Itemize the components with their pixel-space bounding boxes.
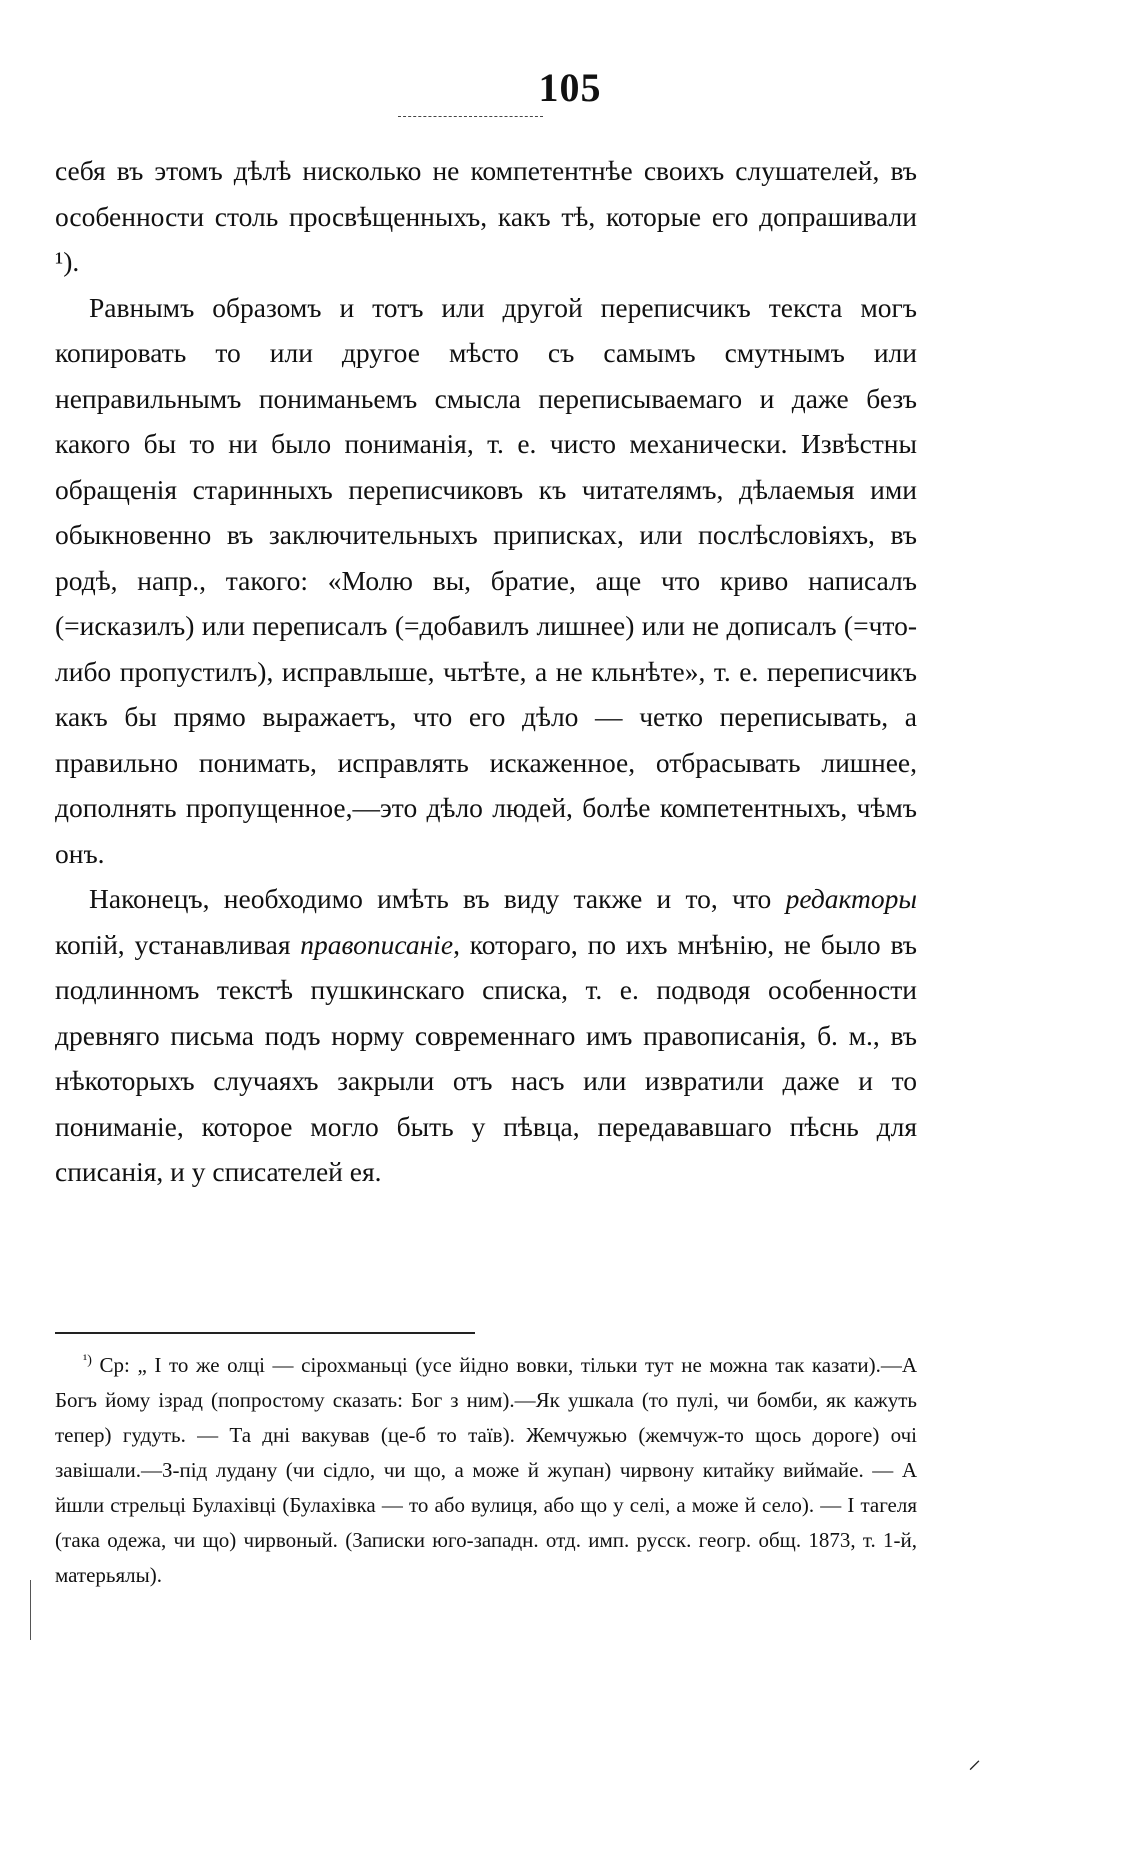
paragraph-2: Равнымъ образомъ и тотъ или другой переписчикъ текста могъ копировать то или другое мѣсто съ самымъ смутнымъ или неправильнымъ пониманьемъ смысла переписываемаго и даже безъ какого бы то ни было пониманія, т. е. чисто механически. Извѣстны обращенія старинныхъ переписчиковъ къ читателямъ, дѣлаемыя ими обыкновенно въ заключительныхъ приписках, или послѣсловіяхъ, въ родѣ, напр., такого: «Молю вы, братие, аще что криво написалъ (=исказилъ) или переписалъ (=добавилъ лишнее) или не дописалъ (=что-либо пропустилъ), исправлыше, чьтѣте, а не кльнѣте», т. е. переписчикъ какъ бы прямо выражаетъ, что его дѣло — четко переписывать, а правильно понимать, исправлять искаженное, отбрасывать лишнее, дополнять пропущенное,—это дѣло людей, болѣе компетентныхъ, чѣмъ онъ. [55, 291, 917, 869]
paragraph-3-emphasis-editors: редакторы [785, 883, 917, 914]
footnote-separator [55, 1332, 475, 1334]
page-number: 105 [538, 65, 602, 110]
margin-line [30, 1580, 31, 1640]
footnote-1 [55, 1348, 917, 1593]
footnote-reference: ¹). [55, 246, 80, 277]
paragraph-3-emphasis-orthography: правописаніе [300, 928, 454, 960]
paragraph-3-text-b: копій, устанавливая [55, 928, 301, 960]
margin-mark-icon: ⸝ [968, 1745, 982, 1774]
body-text [55, 148, 917, 1195]
paragraph-1 [55, 148, 917, 285]
footnotes [55, 1348, 917, 1593]
footnote-text: Ср: „ І то же олці — сірохманьці (усе йідно вовки, тільки тут не можна так казати).—А Богъ йому ізрад (попростому сказать: Бог з ним).—Як ушкала (то пулі, чи бомби, як кажуть тепер) гудуть. — Та дні вакував (це-б то таїв). Жемчужью (жемчуж-то щось дороге) очі завішали.—З-під лудану (чи сідло, чи що, а може й жупан) чирвону китайку виймайе. — А йшли стрельці Булахівці (Булахівка — то або вулиця, або що у селі, а може й село). — І тагеля (така одежа, чи що) чирвоный. (Записки юго-западн. отд. имп. русск. геогр. общ. 1873, т. 1-й, матерьялы). [55, 1353, 917, 1587]
paragraph-3-text-a: Наконецъ, необходимо имѣть въ виду также и то, что [89, 883, 786, 914]
footnote-marker: ¹) [83, 1353, 92, 1368]
paragraph-3-text-c: , котораго, по ихъ мнѣнію, не было въ подлинномъ текстѣ пушкинскаго списка, т. е. подводя особенности древняго письма подъ норму современнаго имъ правописанія, б. м., въ нѣкоторыхъ случаяхъ закрыли отъ насъ или извратили даже и то пониманіе, которое могло быть у пѣвца, передававшаго пѣснь для списанія, и у списателей ея. [55, 928, 918, 1187]
paragraph-3 [55, 876, 917, 1195]
page-number-rule [398, 116, 543, 117]
paragraph-1-text: себя въ этомъ дѣлѣ нисколько не компетентнѣе своихъ слушателей, въ особенности столь просвѣщенныхъ, какъ тѣ, которые его допрашивали [55, 155, 917, 232]
